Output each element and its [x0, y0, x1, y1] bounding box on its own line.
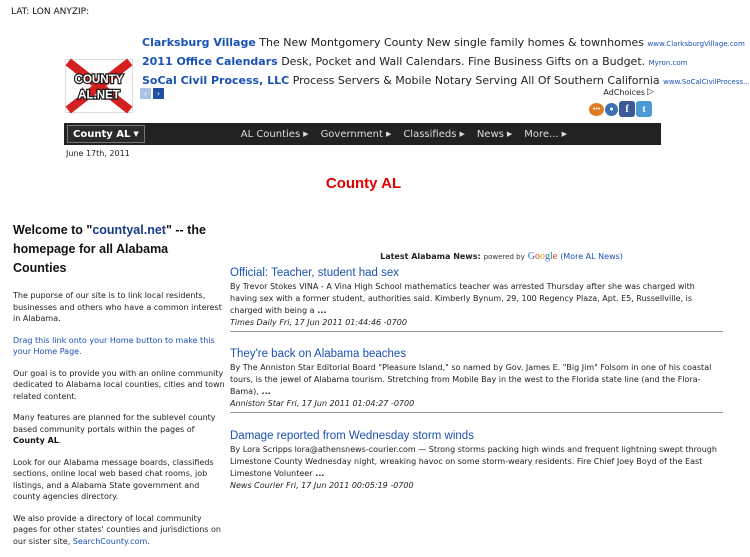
news-header	[280, 251, 723, 262]
intro-paragraph: The puporse of our site is to link local residents, businesses and others who have a common interest in Alabama.	[13, 291, 222, 323]
ad-url[interactable]: www.ClarksburgVillage.com	[647, 40, 745, 48]
welcome-post: " -- the homepage for all Alabama Counties	[13, 223, 206, 275]
welcome-pre: Welcome to "	[13, 223, 93, 237]
twitter-icon[interactable]: t	[636, 101, 652, 117]
arrow-right-icon: ▶	[459, 130, 465, 138]
ad-url[interactable]: www.SoCalCivilProcess...	[663, 78, 750, 86]
ad-text: The New Montgomery County New single family homes & townhomes	[259, 36, 645, 49]
directory-paragraph	[13, 513, 225, 548]
news-story	[230, 348, 723, 413]
adchoices-link[interactable]	[603, 87, 654, 97]
news-story-body	[230, 281, 723, 317]
news-story-title[interactable]: They're back on Alabama beaches	[230, 348, 407, 360]
news-story-text: By The Anniston Star Editorial Board "Pleasure Island," so named by Gov. James E. "Big Jim" Folsom in one of his coastal tours, is the jewel of Alabama tourism. Stretching from Mobile Bay in the west to the Florida state line (and the Flora-Bama),	[230, 363, 712, 396]
welcome-column	[13, 221, 225, 557]
news-story-meta: Anniston Star Fri, 17 Jun 2011 01:04:27 -0700	[230, 399, 415, 408]
ad-row[interactable]	[142, 36, 745, 55]
news-story-ellipsis: ...	[258, 387, 271, 396]
logo-graphic	[66, 60, 132, 112]
adchoices-icon: ▷	[647, 87, 654, 97]
person-icon[interactable]: ●	[605, 103, 618, 116]
features-text: Many features are planned for the sublevel county based community portals within the pages of	[13, 413, 216, 434]
google-logo-icon: Google	[527, 251, 558, 262]
homepage-paragraph	[13, 335, 225, 358]
nav-item-label: Government	[320, 128, 383, 140]
news-story-title[interactable]: Damage reported from Wednesday storm winds	[230, 430, 474, 442]
directory-text: We also provide a directory of local community pages for other states' counties and jurisdictions on our sister site,	[13, 513, 221, 546]
news-story	[230, 267, 723, 332]
features-end: .	[58, 436, 62, 445]
date-text: June 17th, 2011	[66, 149, 130, 158]
chat-icon[interactable]: •••	[589, 103, 604, 116]
social-icons	[588, 101, 652, 117]
ad-url[interactable]: Myron.com	[648, 59, 688, 67]
arrow-right-icon: ▶	[561, 130, 567, 138]
welcome-site-name: countyal.net	[92, 223, 166, 237]
news-header-label: Latest Alabama News:	[380, 252, 481, 261]
ad-row[interactable]	[142, 74, 750, 93]
page-title: County AL	[325, 175, 402, 192]
nav-menu	[229, 129, 567, 140]
nav-item-label: Classifieds	[403, 128, 457, 140]
news-story-ellipsis: ...	[312, 469, 325, 478]
ad-title[interactable]: SoCal Civil Process, LLC	[142, 74, 290, 87]
news-story	[230, 430, 723, 494]
searchcounty-link[interactable]: SearchCounty.com	[72, 536, 148, 546]
news-story-body	[230, 362, 723, 398]
news-column	[230, 251, 723, 494]
nav-item-al-counties[interactable]	[241, 129, 309, 140]
ad-next-button[interactable]: ›	[153, 88, 164, 99]
ad-text: Process Servers & Mobile Notary Serving All Of Southern California	[292, 74, 660, 87]
ad-text: Desk, Pocket and Wall Calendars. Fine Business Gifts on a Budget.	[281, 55, 646, 68]
nav-item-label: AL Counties	[240, 128, 301, 140]
nav-item-label: More...	[524, 128, 559, 140]
news-story-title[interactable]: Official: Teacher, student had sex	[230, 267, 399, 279]
features-county-name: County AL	[13, 436, 59, 445]
lookfor-paragraph: Look for our Alabama message boards, classifieds sections, online local web based chat rooms, job listings, and a Alabama State government and county agencies directory.	[13, 457, 214, 501]
ad-title[interactable]: 2011 Office Calendars	[142, 55, 278, 68]
nav-item-more[interactable]	[524, 129, 567, 140]
logo-line1: COUNTY	[74, 74, 124, 87]
nav-item-classifieds[interactable]	[403, 129, 465, 140]
county-dropdown-label: County AL	[73, 128, 131, 140]
news-story-text: By Trevor Stokes VINA - A Vina High School mathematics teacher was arrested Thursday after she was charged with having sex with a former student, authorities said. Kimberly Bynum, 29, 100 Regency Plaza, Apt. E5, Russellville, is charged with being a	[230, 282, 695, 315]
nav-item-government[interactable]	[321, 129, 392, 140]
logo-line2: AL.NET	[78, 89, 120, 102]
news-story-meta: Times Daily Fri, 17 Jun 2011 01:44:46 -0700	[230, 318, 407, 327]
welcome-heading	[13, 221, 225, 278]
ad-nav	[140, 88, 164, 99]
news-story-body	[230, 444, 723, 480]
arrow-right-icon: ▶	[506, 130, 513, 138]
powered-by-text: powered by	[483, 252, 525, 261]
main-navbar	[64, 123, 661, 145]
features-paragraph	[13, 412, 225, 447]
news-story-ellipsis: ...	[314, 306, 327, 315]
site-logo[interactable]	[65, 59, 133, 113]
ad-row[interactable]	[142, 55, 688, 74]
nav-item-label: News	[476, 128, 504, 140]
ad-title[interactable]: Clarksburg Village	[142, 36, 256, 49]
facebook-icon[interactable]: f	[619, 101, 635, 117]
nav-item-news[interactable]	[477, 129, 512, 140]
news-story-text: By Lora Scripps lora@athensnews-courier.com — Strong storms packing high winds and frequent lightning swept through Limestone County Wednesday night, wreaking havoc on some storm-weary residents. Fire Chief Joey Boyd of the East Limestone Volunteer	[230, 445, 717, 478]
arrow-right-icon: ▶	[303, 130, 309, 138]
latlon-text: LAT: LON ANYZIP:	[11, 7, 90, 17]
arrow-right-icon: ▶	[385, 130, 392, 138]
caret-down-icon: ▼	[133, 130, 139, 138]
make-homepage-link[interactable]: Drag this link onto your Home button to make this your Home Page.	[13, 335, 215, 356]
news-story-meta: News Courier Fri, 17 Jun 2011 00:05:19 -0700	[230, 481, 414, 490]
county-dropdown[interactable]	[67, 125, 145, 143]
adchoices-label: AdChoices	[603, 87, 646, 97]
more-news-link[interactable]: (More AL News)	[560, 252, 623, 261]
ad-prev-button[interactable]: ‹	[140, 88, 151, 99]
directory-end: .	[147, 536, 150, 546]
ad-block	[142, 36, 750, 93]
goal-paragraph: Our goal is to provide you with an online community dedicated to Alabama local counties, cities and town related content.	[13, 368, 225, 401]
